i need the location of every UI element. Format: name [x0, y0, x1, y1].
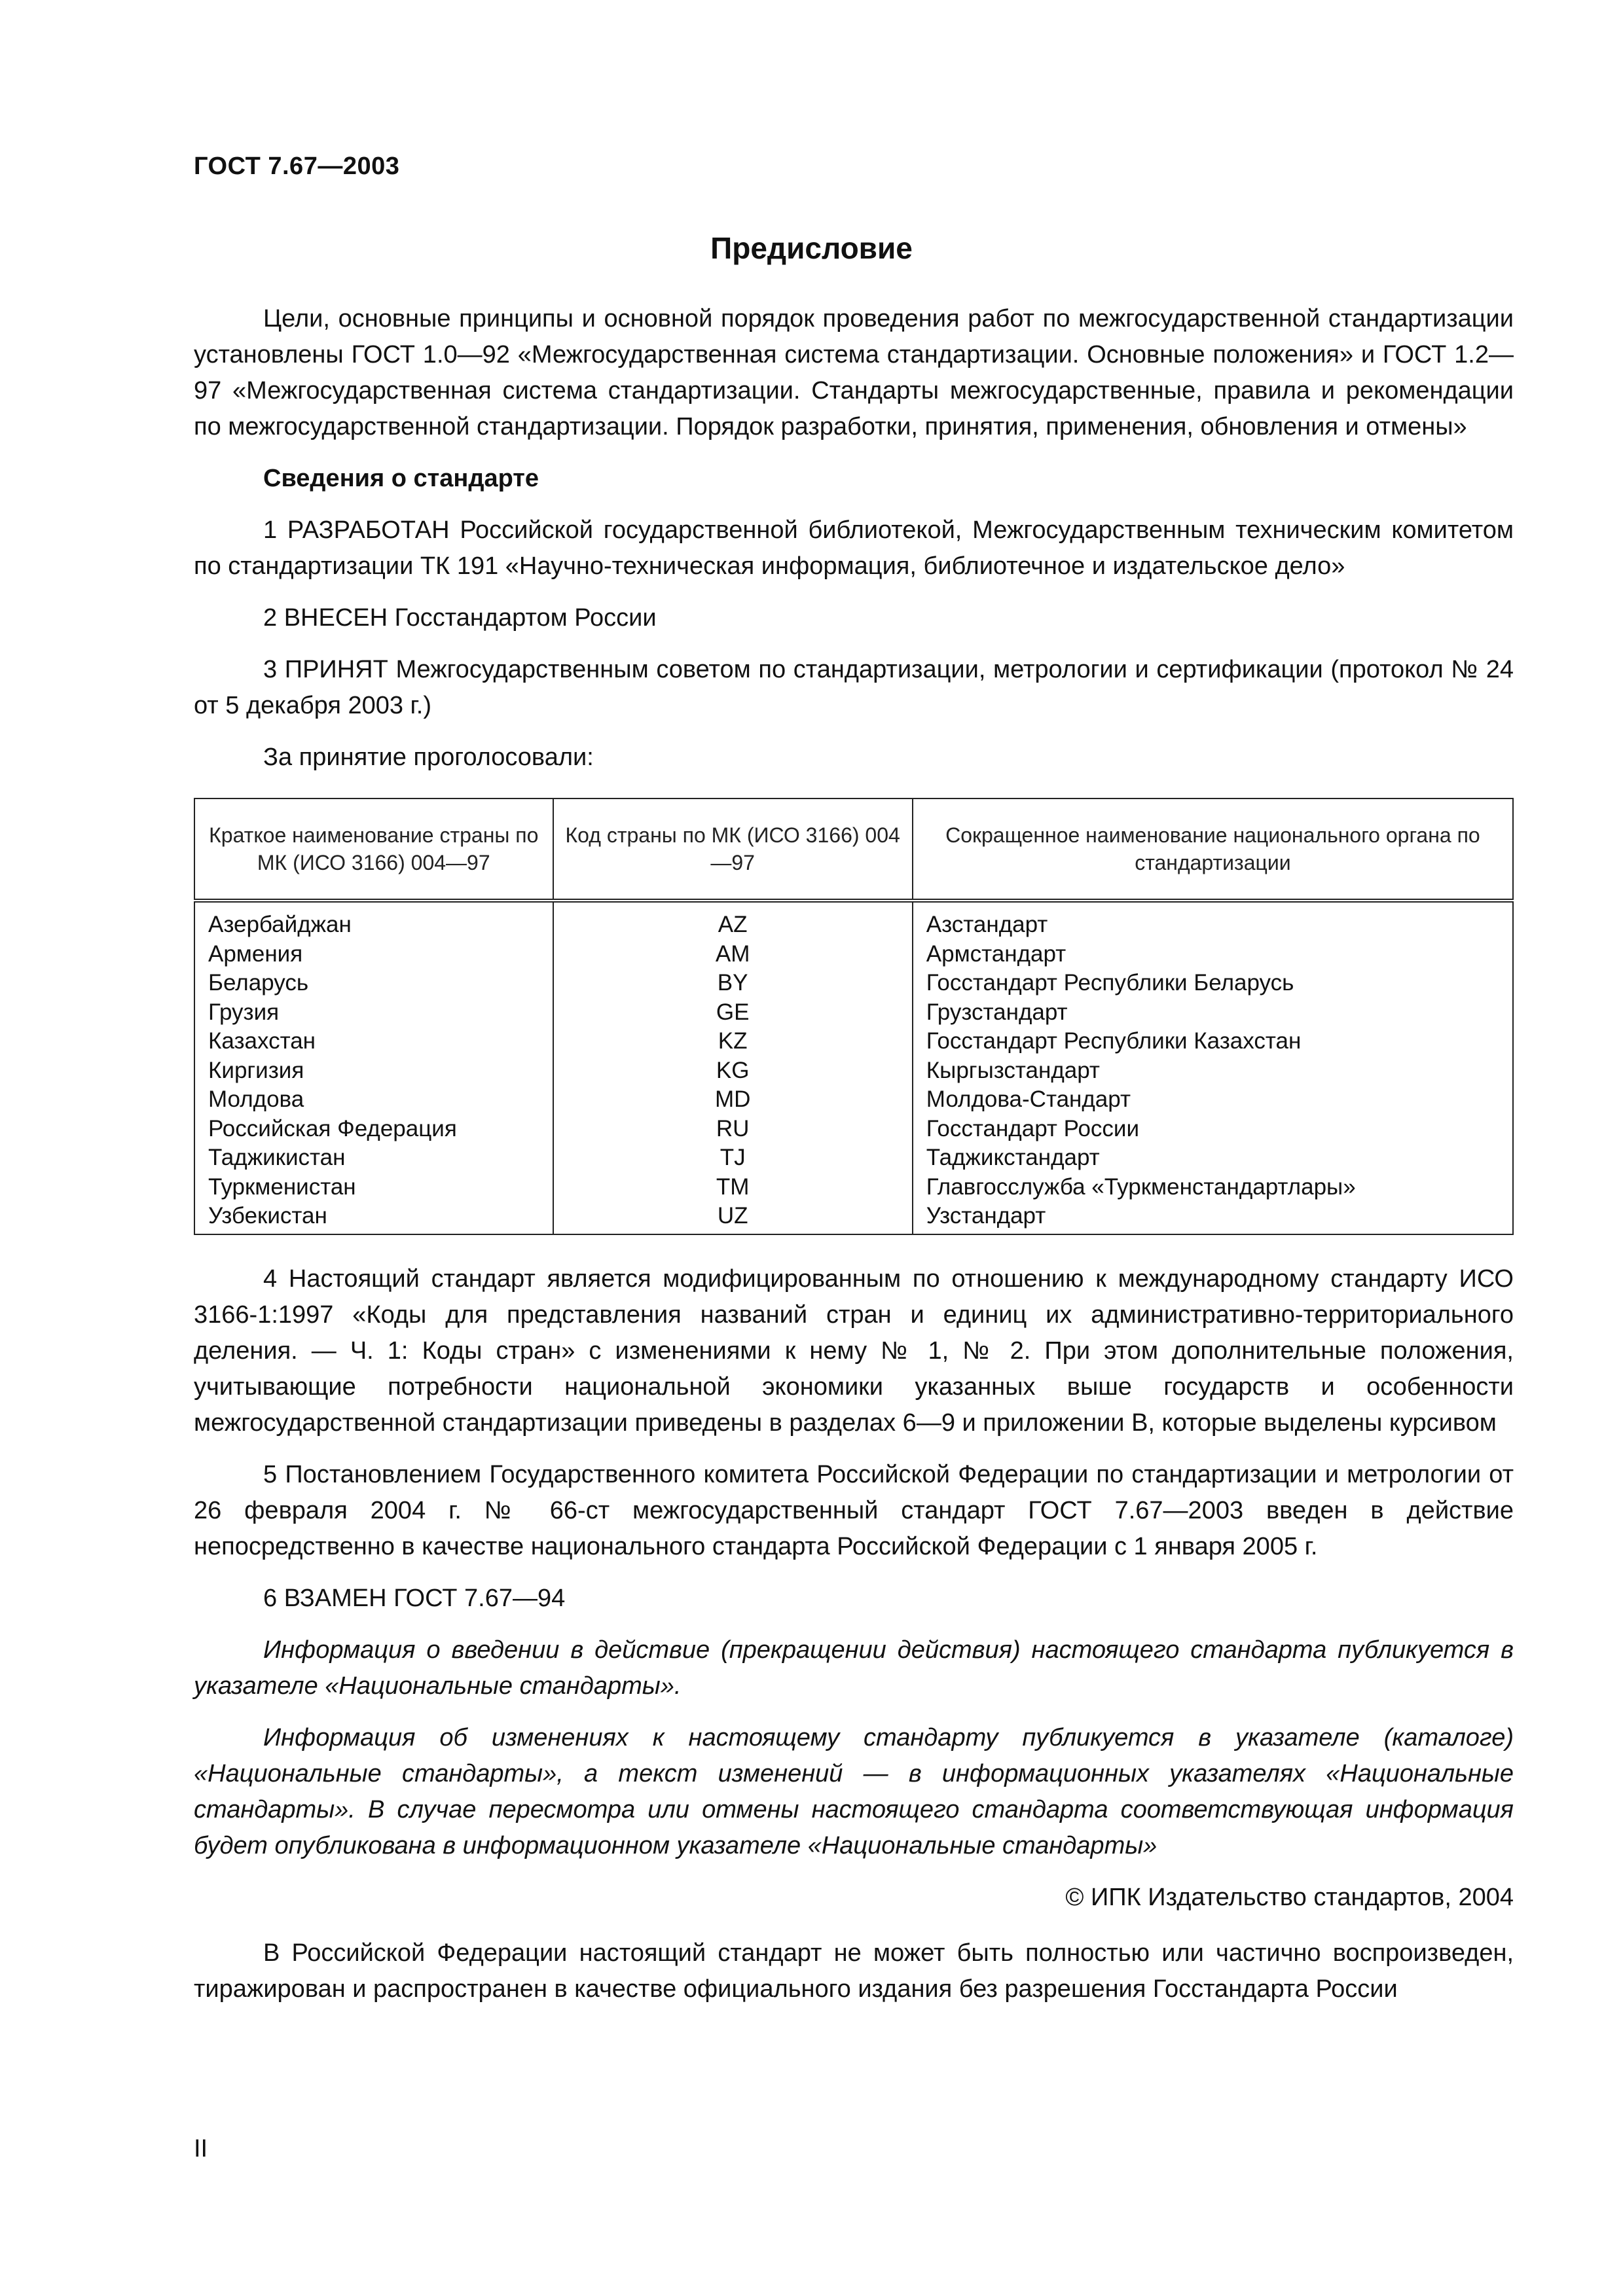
intro-paragraph: Цели, основные принципы и основной порядок проведения работ по межгосударственной стандартизации установлены ГОСТ 1.0—92 «Межгосударственная система стандартизации. Основные положения» и ГОСТ 1.2—97 «Межгосударственная система стандартизации. Стандарты межгосударственные, правила и рекомендации по межгосударственной стандартизации. Порядок разработки, принятия, применения, обновления и отмены» [194, 305, 1514, 440]
section-subheading: Сведения о стандарте [263, 465, 539, 492]
cell-code: GE [553, 998, 913, 1028]
cell-body: Узстандарт [913, 1202, 1513, 1234]
cell-body: Кыргызстандарт [913, 1056, 1513, 1086]
item-5-paragraph: 5 Постановлением Государственного комитета Российской Федерации по стандартизации и метрологии от 26 февраля 2004 г. № 66-ст межгосударственный стандарт ГОСТ 7.67—2003 введен в действие непосредственно в качестве национального стандарта Российской Федерации с 1 января 2005 г. [194, 1460, 1514, 1560]
item-1-paragraph: 1 РАЗРАБОТАН Российской государственной библиотекой, Межгосударственным техническим комитетом по стандартизации ТК 191 «Научно-техническая информация, библиотечное и издательское дело» [194, 516, 1514, 580]
cell-code: AM [553, 940, 913, 969]
table-row [194, 1143, 1513, 1173]
cell-code: MD [553, 1085, 913, 1115]
item-6-paragraph: 6 ВЗАМЕН ГОСТ 7.67—94 [263, 1584, 566, 1612]
document-body [194, 301, 1514, 2023]
cell-body: Госстандарт Республики Беларусь [913, 969, 1513, 998]
table-row [194, 1056, 1513, 1086]
cell-body: Молдова-Стандарт [913, 1085, 1513, 1115]
cell-code: KZ [553, 1027, 913, 1056]
cell-country: Молдова [194, 1085, 553, 1115]
cell-body: Главгосслужба «Туркменстандартлары» [913, 1173, 1513, 1202]
table-header-row [194, 798, 1513, 901]
cell-country: Российская Федерация [194, 1115, 553, 1144]
cell-code: UZ [553, 1202, 913, 1234]
cell-code: TJ [553, 1143, 913, 1173]
cell-country: Киргизия [194, 1056, 553, 1086]
table-row [194, 1173, 1513, 1202]
cell-code: RU [553, 1115, 913, 1144]
page-number: II [194, 2135, 208, 2162]
cell-country: Армения [194, 940, 553, 969]
table-row [194, 998, 1513, 1028]
table-row [194, 940, 1513, 969]
cell-country: Таджикистан [194, 1143, 553, 1173]
item-4-paragraph: 4 Настоящий стандарт является модифицированным по отношению к международному стандарту ИСО 3166-1:1997 «Коды для представления названий стран и единиц их административно-территориального деления. — Ч. 1: Коды стран» с изменениями к нему № 1, № 2. При этом дополнительные положения, учитывающие потребности национальной экономики указанных выше государств и особенности межгосударственной стандартизации приведены в разделах 6—9 и приложении В, которые выделены курсивом [194, 1265, 1514, 1437]
cell-code: KG [553, 1056, 913, 1086]
cell-code: AZ [553, 901, 913, 940]
table-row [194, 1027, 1513, 1056]
table-row [194, 969, 1513, 998]
document-header: ГОСТ 7.67—2003 [194, 152, 400, 180]
item-3-paragraph: 3 ПРИНЯТ Межгосударственным советом по стандартизации, метрологии и сертификации (протокол № 24 от 5 декабря 2003 г.) [194, 656, 1514, 719]
cell-country: Узбекистан [194, 1202, 553, 1234]
table-row [194, 901, 1513, 940]
column-header-country: Краткое наименование страны по МК (ИСО 3166) 004—97 [194, 798, 553, 901]
copyright-line: © ИПК Издательство стандартов, 2004 [1065, 1883, 1514, 1911]
cell-country: Азербайджан [194, 901, 553, 940]
cell-code: TM [553, 1173, 913, 1202]
cell-body: Армстандарт [913, 940, 1513, 969]
cell-body: Азстандарт [913, 901, 1513, 940]
cell-code: BY [553, 969, 913, 998]
column-header-code: Код страны по МК (ИСО 3166) 004—97 [553, 798, 913, 901]
page-title: Предисловие [710, 231, 913, 265]
table-row [194, 1085, 1513, 1115]
column-header-body: Сокращенное наименование национального органа по стандартизации [913, 798, 1513, 901]
voted-label: За принятие проголосовали: [263, 744, 594, 771]
cell-country: Грузия [194, 998, 553, 1028]
cell-country: Туркменистан [194, 1173, 553, 1202]
cell-country: Беларусь [194, 969, 553, 998]
cell-body: Грузстандарт [913, 998, 1513, 1028]
info-changes-paragraph: Информация об изменениях к настоящему стандарту публикуется в указателе (каталоге) «Национальные стандарты», а текст изменений — в информационных указателях «Национальные стандарты». В случае пересмотра или отмены настоящего стандарта соответствующая информация будет опубликована в информационном указателе «Национальные стандарты» [194, 1723, 1514, 1859]
table-row [194, 1202, 1513, 1234]
voting-table [194, 798, 1514, 1235]
cell-country: Казахстан [194, 1027, 553, 1056]
table-body [194, 901, 1513, 1234]
cell-body: Госстандарт Республики Казахстан [913, 1027, 1513, 1056]
reproduction-notice: В Российской Федерации настоящий стандарт не может быть полностью или частично воспроизведен, тиражирован и распространен в качестве официального издания без разрешения Госстандарта России [194, 1939, 1514, 2003]
cell-body: Таджикстандарт [913, 1143, 1513, 1173]
item-2-paragraph: 2 ВНЕСЕН Госстандартом России [263, 604, 657, 632]
info-publication-paragraph: Информация о введении в действие (прекращении действия) настоящего стандарта публикуется в указателе «Национальные стандарты». [194, 1636, 1514, 1700]
table-row [194, 1115, 1513, 1144]
cell-body: Госстандарт России [913, 1115, 1513, 1144]
